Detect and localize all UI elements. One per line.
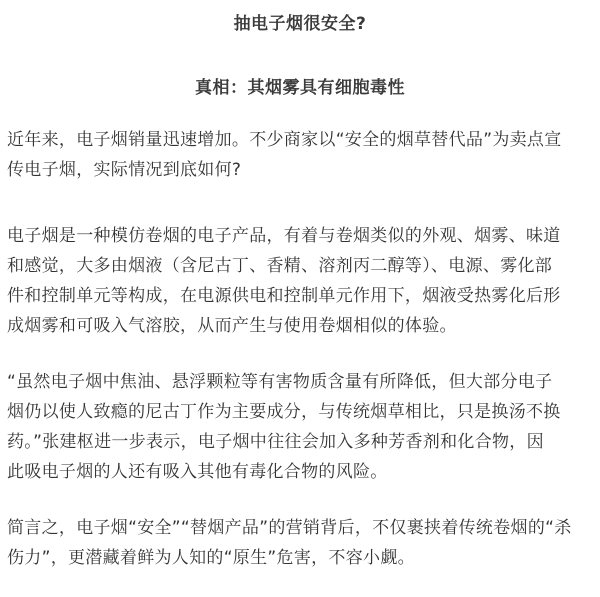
paragraph-line: 和感觉，大多由烟液（含尼古丁、香精、溶剂丙二醇等）、电源、雾化部 xyxy=(7,256,553,276)
paragraph-line: 电子烟是一种模仿卷烟的电子产品，有着与卷烟类似的外观、烟雾、味道 xyxy=(7,226,561,246)
paragraph-line: 件和控制单元等构成，在电源供电和控制单元作用下，烟液受热雾化后形 xyxy=(7,286,561,306)
paragraph-summary xyxy=(7,513,595,573)
paragraph-intro xyxy=(7,125,595,185)
paragraph-definition xyxy=(7,221,595,341)
paragraph-line: 烟仍以使人致瘾的尼古丁作为主要成分，与传统烟草相比，只是换汤不换 xyxy=(7,402,561,422)
paragraph-line: 成烟雾和可吸入气溶胶，从而产生与使用卷烟相似的体验。 xyxy=(7,316,457,336)
paragraph-line: 此吸电子烟的人还有吸入其他有毒化合物的风险。 xyxy=(7,462,388,482)
paragraph-line: “虽然电子烟中焦油、悬浮颗粒等有害物质含量有所降低，但大部分电子 xyxy=(7,372,553,392)
paragraph-line: 药。”张建枢进一步表示，电子烟中往往会加入多种芳香剂和化合物，因 xyxy=(7,432,544,452)
article-subtitle: 真相：其烟雾具有细胞毒性 xyxy=(195,78,405,98)
paragraph-line: 传电子烟，实际情况到底如何? xyxy=(7,160,242,180)
paragraph-quote xyxy=(7,367,595,487)
paragraph-line: 简言之，电子烟“安全”“替烟产品”的营销背后，不仅裹挟着传统卷烟的“杀 xyxy=(7,518,572,538)
paragraph-line: 伤力”，更潜藏着鲜为人知的“原生”危害，不容小觑。 xyxy=(7,548,415,568)
paragraph-line: 近年来，电子烟销量迅速增加。不少商家以“安全的烟草替代品”为卖点宣 xyxy=(7,130,562,150)
article-title: 抽电子烟很安全? xyxy=(233,14,367,34)
